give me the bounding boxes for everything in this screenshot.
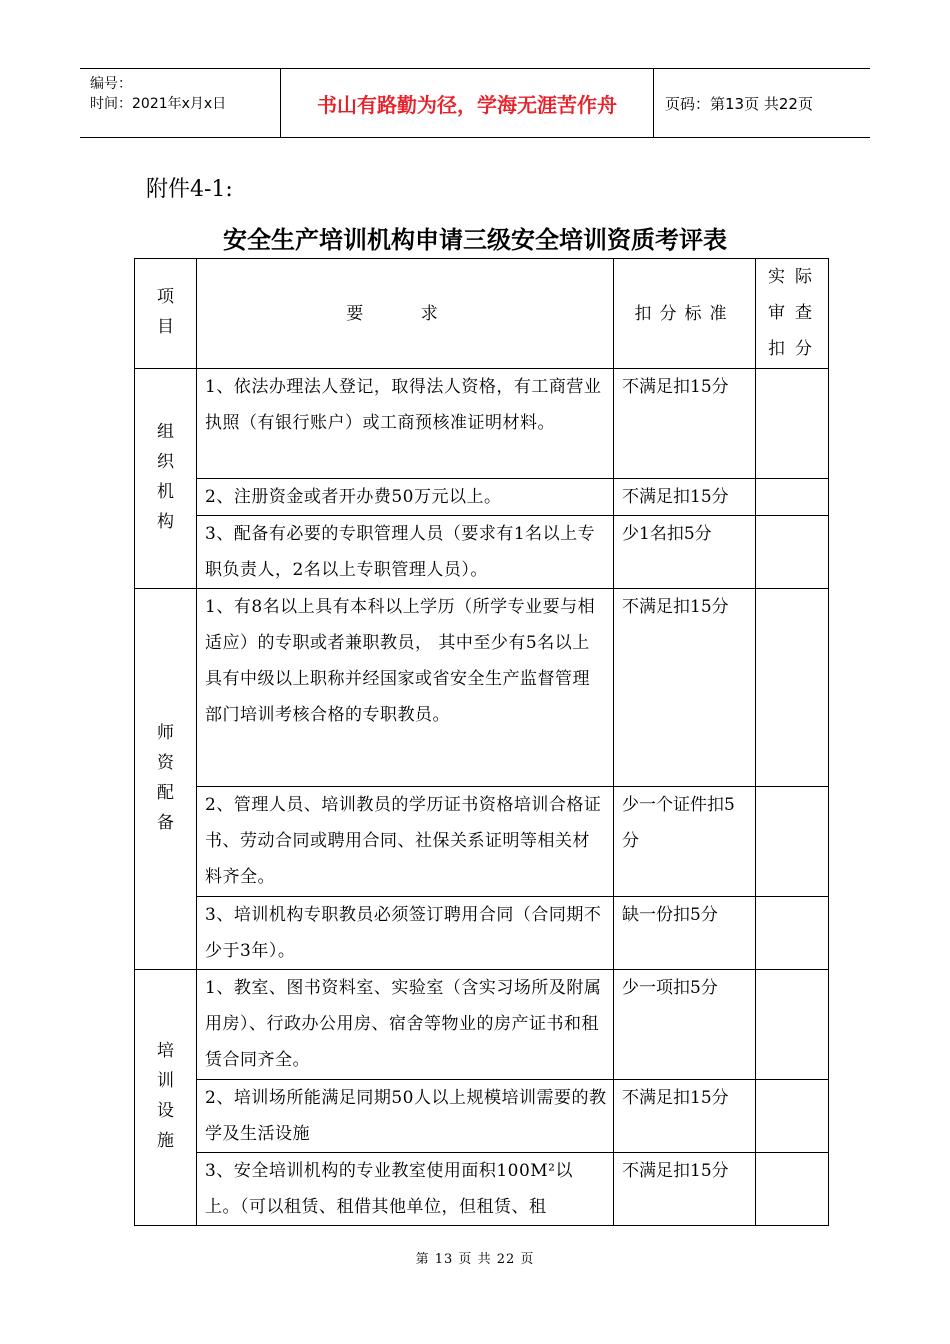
attachment-label: 附件4-1: bbox=[146, 177, 233, 202]
date-label: 时间：2021年x月x日 bbox=[90, 96, 227, 112]
header-item: 项目 bbox=[135, 259, 197, 369]
actual-cell bbox=[756, 897, 829, 970]
standard-cell: 少1名扣5分 bbox=[614, 516, 756, 589]
table-row bbox=[135, 589, 829, 787]
header-requirement: 要 求 bbox=[197, 259, 614, 369]
standard-cell: 少一项扣5分 bbox=[614, 970, 756, 1080]
standard-cell: 不满足扣15分 bbox=[614, 589, 756, 787]
actual-cell bbox=[756, 516, 829, 589]
standard-cell: 不满足扣15分 bbox=[614, 1080, 756, 1153]
requirement-cell: 2、培训场所能满足同期50人以上规模培训需要的教学及生活设施 bbox=[197, 1080, 614, 1153]
actual-cell bbox=[756, 479, 829, 516]
requirement-cell: 3、培训机构专职教员必须签订聘用合同（合同期不少于3年）。 bbox=[197, 897, 614, 970]
header-meta bbox=[80, 69, 281, 137]
table-row bbox=[135, 897, 829, 970]
table-row bbox=[135, 970, 829, 1080]
page-header bbox=[80, 68, 870, 138]
requirement-cell: 3、配备有必要的专职管理人员（要求有1名以上专职负责人，2名以上专职管理人员）。 bbox=[197, 516, 614, 589]
header-motto: 书山有路勤为径，学海无涯苦作舟 bbox=[281, 69, 654, 137]
table-row bbox=[135, 787, 829, 897]
standard-cell: 不满足扣15分 bbox=[614, 369, 756, 479]
header-page-info: 页码：第13页 共22页 bbox=[665, 94, 813, 113]
actual-cell bbox=[756, 787, 829, 897]
section-teachers: 师资配备 bbox=[135, 589, 197, 970]
requirement-cell: 1、教室、图书资料室、实验室（含实习场所及附属用房）、行政办公用房、宿舍等物业的房产证书和租赁合同齐全。 bbox=[197, 970, 614, 1080]
requirement-cell: 2、注册资金或者开办费50万元以上。 bbox=[197, 479, 614, 516]
table-row bbox=[135, 516, 829, 589]
actual-cell bbox=[756, 970, 829, 1080]
section-facilities: 培训设施 bbox=[135, 970, 197, 1226]
requirement-cell: 1、有8名以上具有本科以上学历（所学专业要与相适应）的专职或者兼职教员， 其中至少有5名以上具有中级以上职称并经国家或省安全生产监督管理部门培训考核合格的专职教员。 bbox=[197, 589, 614, 787]
requirement-cell: 2、管理人员、培训教员的学历证书资格培训合格证书、劳动合同或聘用合同、社保关系证明等相关材料齐全。 bbox=[197, 787, 614, 897]
serial-label: 编号： bbox=[90, 76, 132, 92]
standard-cell: 不满足扣15分 bbox=[614, 1153, 756, 1226]
requirement-cell: 1、依法办理法人登记，取得法人资格，有工商营业执照（有银行账户）或工商预核准证明材料。 bbox=[197, 369, 614, 479]
requirement-cell: 3、安全培训机构的专业教室使用面积100M²以上。（可以租赁、租借其他单位，但租赁、租 bbox=[197, 1153, 614, 1226]
actual-cell bbox=[756, 589, 829, 787]
page-footer: 第 13 页 共 22 页 bbox=[415, 1252, 535, 1267]
table-header-row bbox=[135, 259, 829, 369]
section-org: 组织机构 bbox=[135, 369, 197, 589]
actual-cell bbox=[756, 1080, 829, 1153]
table-row bbox=[135, 1080, 829, 1153]
header-standard: 扣分标准 bbox=[614, 259, 756, 369]
table-row bbox=[135, 1153, 829, 1226]
standard-cell: 不满足扣15分 bbox=[614, 479, 756, 516]
header-actual: 实际审查扣分 bbox=[756, 259, 829, 369]
document-title: 安全生产培训机构申请三级安全培训资质考评表 bbox=[223, 226, 727, 254]
standard-cell: 少一个证件扣5分 bbox=[614, 787, 756, 897]
standard-cell: 缺一份扣5分 bbox=[614, 897, 756, 970]
table-row bbox=[135, 369, 829, 479]
actual-cell bbox=[756, 1153, 829, 1226]
table-row bbox=[135, 479, 829, 516]
assessment-table bbox=[134, 258, 829, 1226]
actual-cell bbox=[756, 369, 829, 479]
